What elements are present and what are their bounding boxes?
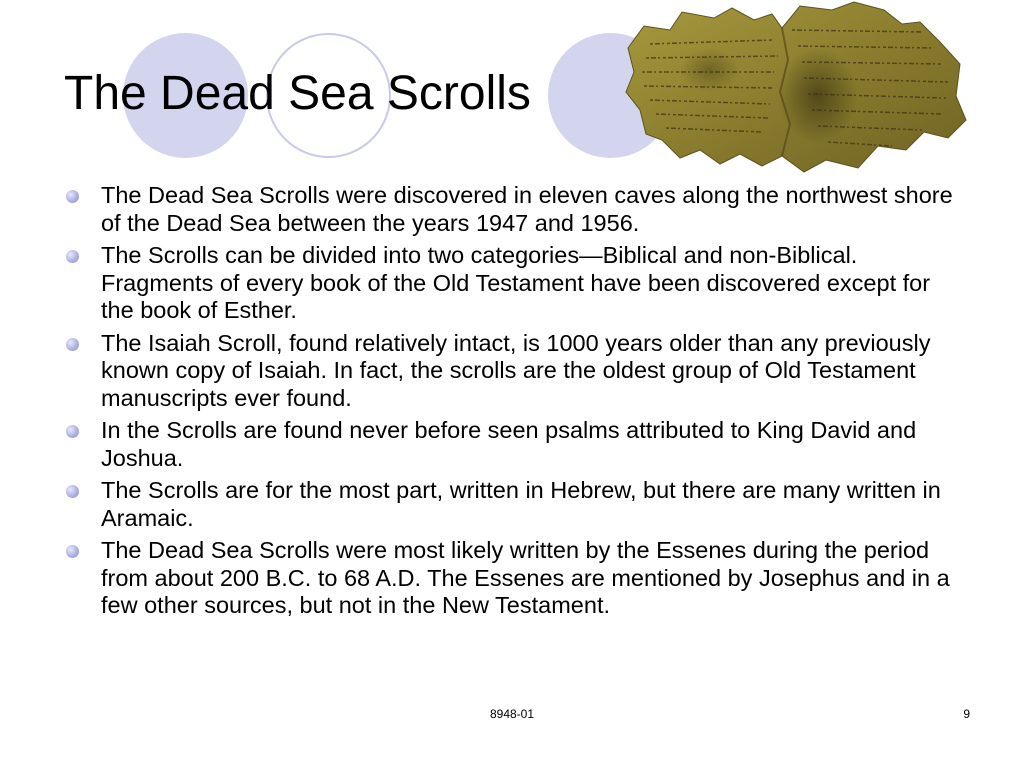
bullet-item: [64, 417, 964, 472]
scroll-fragment-image: [622, 0, 972, 178]
bullet-text: The Scrolls are for the most part, written in Hebrew, but there are many written in Aramaic.: [101, 477, 941, 531]
slide-title: The Dead Sea Scrolls: [64, 67, 531, 120]
bullet-item: [64, 242, 964, 325]
bullet-icon: [66, 250, 79, 263]
bullet-item: [64, 330, 964, 413]
bullet-icon: [66, 338, 79, 351]
bullet-text: The Isaiah Scroll, found relatively intact, is 1000 years older than any previously known copy of Isaiah. In fact, the scrolls are the oldest group of Old Testament manuscripts ever found.: [101, 329, 931, 411]
footer-text: 8948-01: [489, 707, 535, 721]
bullet-icon: [66, 190, 79, 203]
bullet-item: [64, 182, 964, 237]
page-number: 9: [963, 707, 970, 721]
bullet-text: The Scrolls can be divided into two categories—Biblical and non-Biblical. Fragments of every book of the Old Testament have been discovered except for the book of Esther.: [101, 242, 931, 323]
bullet-icon: [66, 545, 79, 558]
bullet-list: [64, 182, 964, 625]
bullet-icon: [66, 425, 79, 438]
bullet-icon: [66, 485, 79, 498]
bullet-text: In the Scrolls are found never before seen psalms attributed to King David and Joshua.: [101, 417, 917, 471]
bullet-text: The Dead Sea Scrolls were most likely written by the Essenes during the period from about 200 B.C. to 68 A.D. The Essenes are mentioned by Josephus and in a few other sources, but not in the New Testament.: [101, 537, 950, 618]
bullet-item: [64, 477, 964, 532]
bullet-text: The Dead Sea Scrolls were discovered in eleven caves along the northwest shore of the Dead Sea between the years 1947 and 1956.: [101, 182, 953, 236]
bullet-item: [64, 537, 964, 620]
